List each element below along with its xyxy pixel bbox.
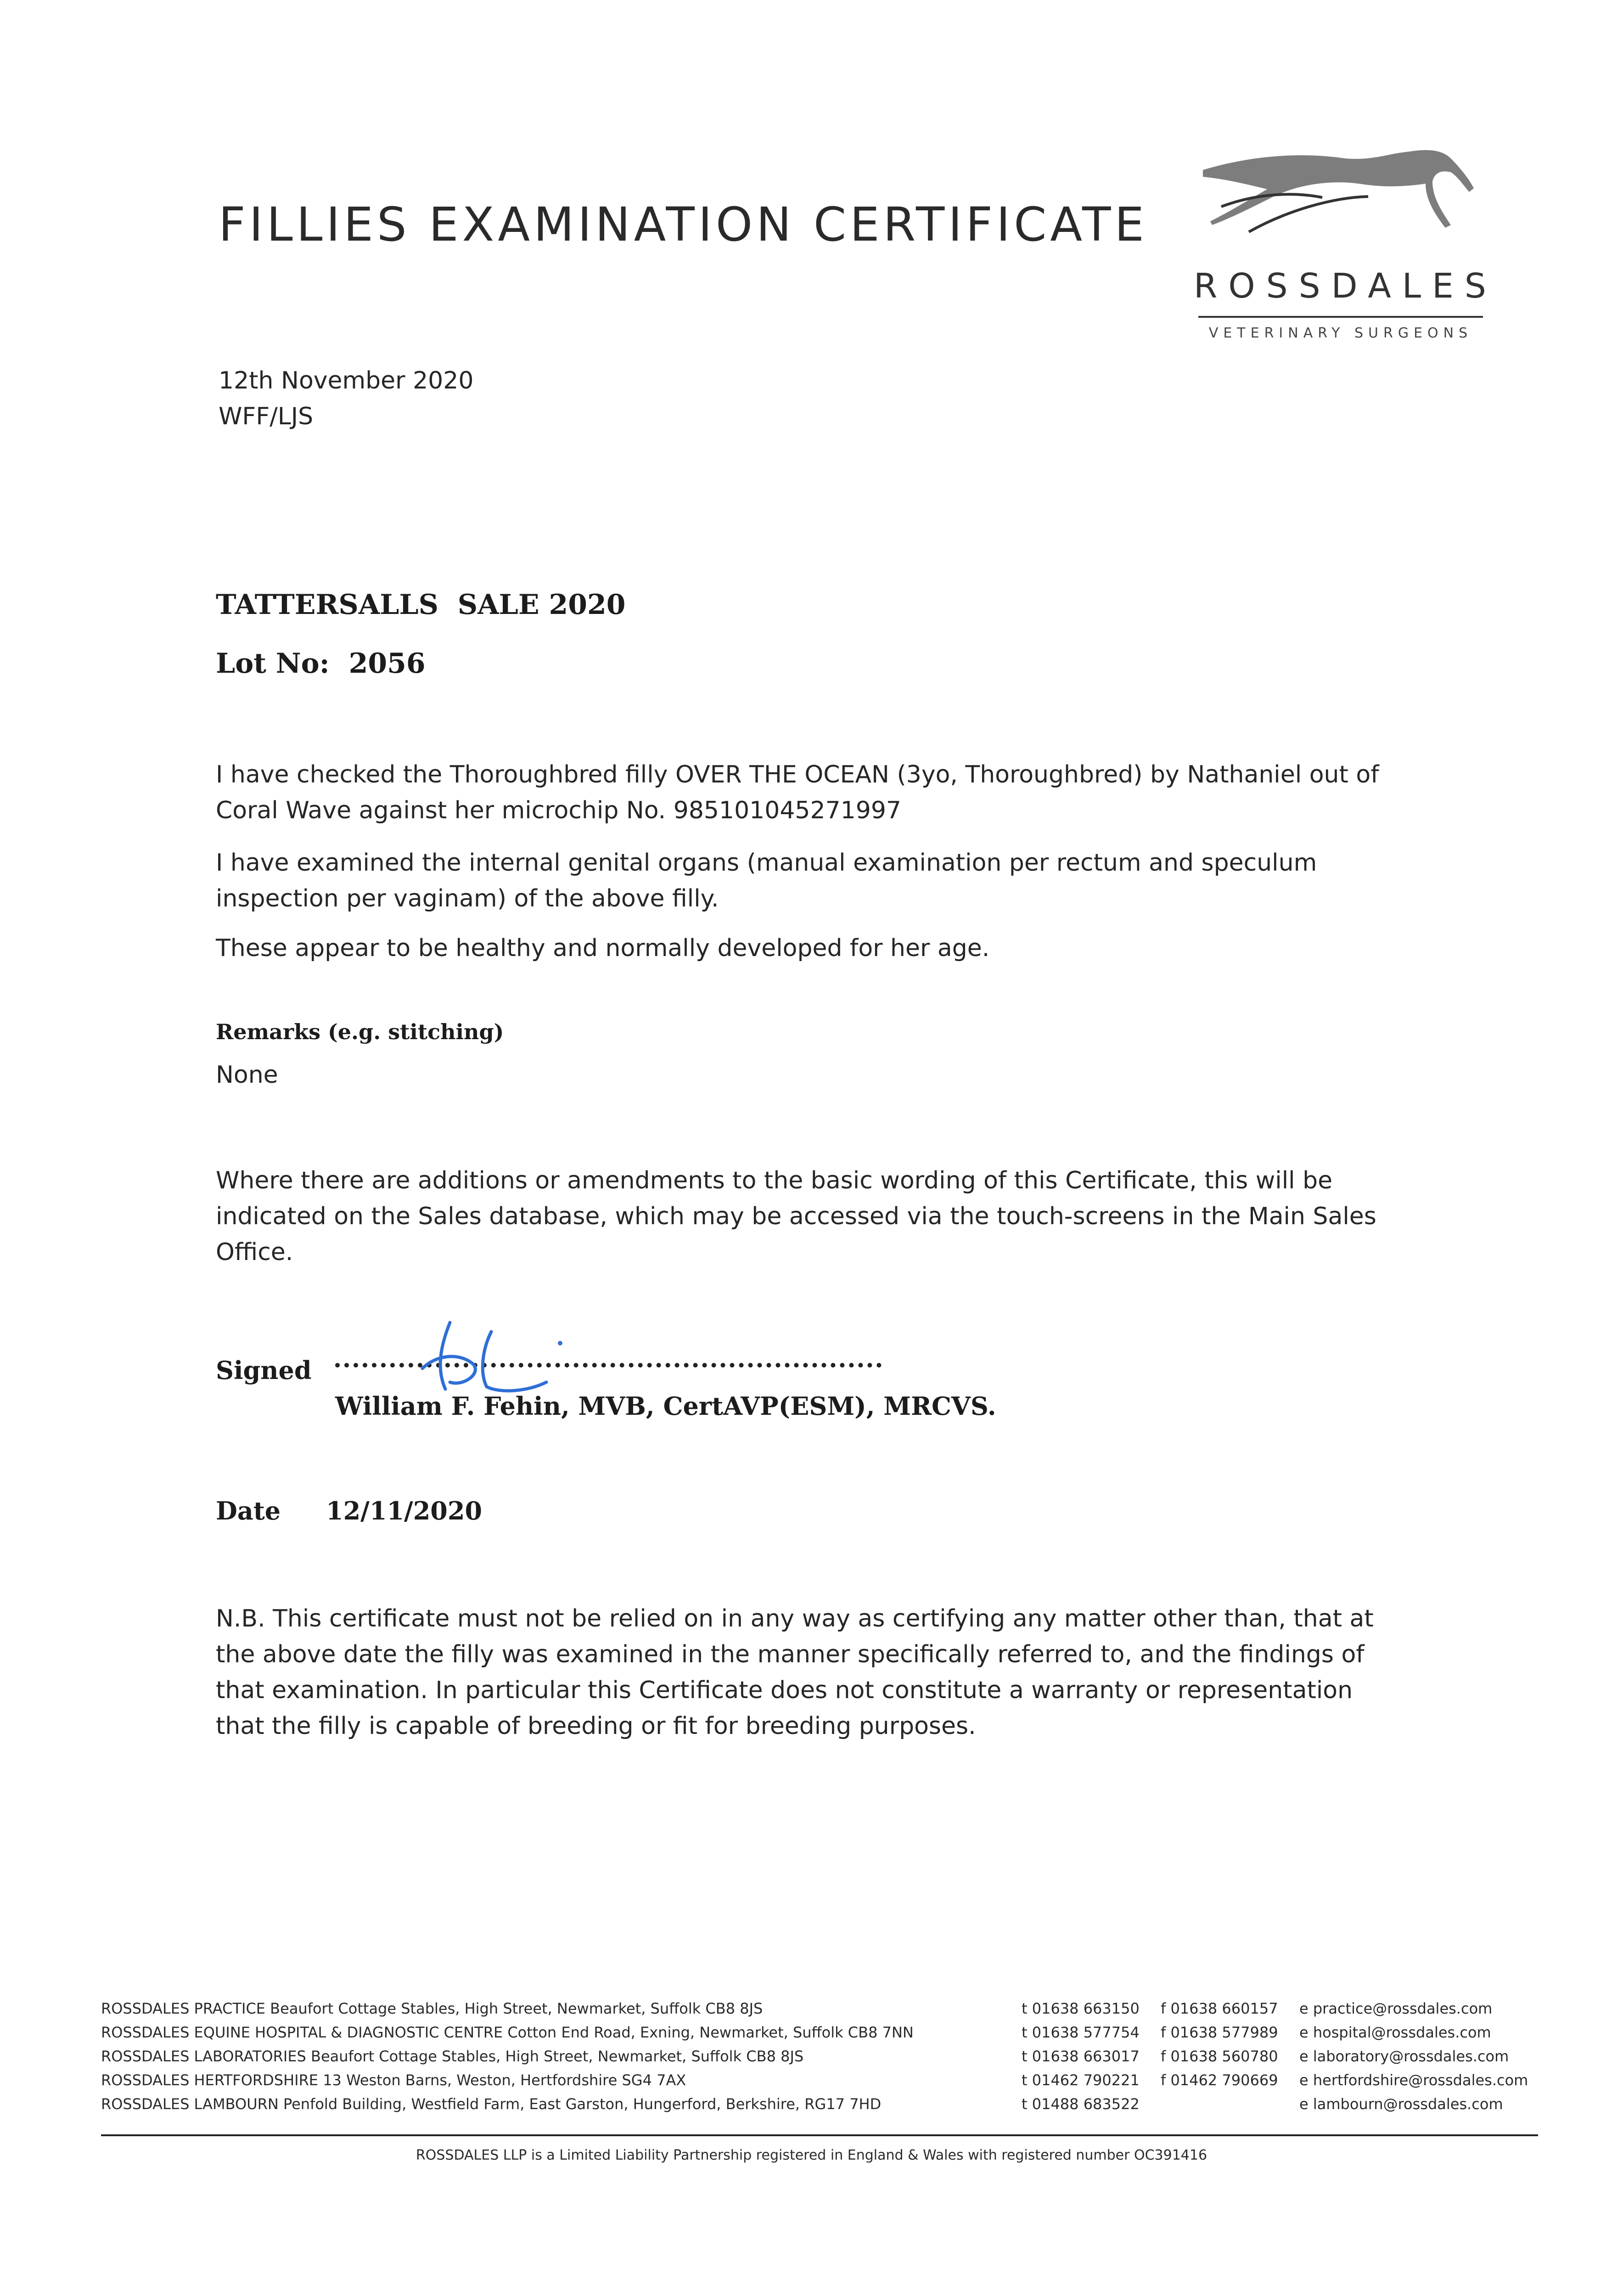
footer-offices <box>101 2000 1019 2119</box>
lot-number: 2056 <box>348 647 426 680</box>
certificate-title: FILLIES EXAMINATION CERTIFICATE <box>219 197 1148 252</box>
findings-paragraph: These appear to be healthy and normally developed for her age. <box>216 934 990 962</box>
footer-telephones: t 01638 663150 t 01638 577754 t 01638 663017 t 01462 790221 t 01488 683522 <box>1022 2000 1140 2113</box>
footer-office-row: ROSSDALES LAMBOURN Penfold Building, Westfield Farm, East Garston, Hungerford, Berkshire, RG17 7HD <box>101 2095 882 2113</box>
lot-label: Lot No: <box>216 647 330 680</box>
remarks-label: Remarks (e.g. stitching) <box>216 1019 504 1044</box>
brand-name: ROSSDALES <box>1194 266 1497 306</box>
footer-office-row: ROSSDALES HERTFORDSHIRE 13 Weston Barns, Weston, Hertfordshire SG4 7AX <box>101 2071 686 2089</box>
footer-office-row: ROSSDALES PRACTICE Beaufort Cottage Stables, High Street, Newmarket, Suffolk CB8 8JS <box>101 2000 763 2017</box>
sale-heading: TATTERSALLS SALE 2020 <box>216 589 626 621</box>
amendments-paragraph: Where there are additions or amendments to the basic wording of this Certificate, this will be indicated on the Sales database, which may be accessed via the touch-screens in the Main Sales Office. <box>216 1167 1376 1266</box>
examination-paragraph: I have examined the internal genital organs (manual examination per rectum and speculum inspection per vaginam) of the above filly. <box>216 849 1317 912</box>
footer-divider <box>101 2134 1538 2136</box>
brand-divider <box>1198 316 1483 318</box>
footer-office-row: ROSSDALES EQUINE HOSPITAL & DIAGNOSTIC CENTRE Cotton End Road, Exning, Newmarket, Suffolk CB8 7NN <box>101 2024 914 2041</box>
date-label: Date <box>216 1496 281 1525</box>
signatory-name: William F. Fehin, MVB, CertAVP(ESM), MRCVS. <box>335 1391 996 1421</box>
disclaimer-note: N.B. This certificate must not be relied on in any way as certifying any matter other than, that at the above date the filly was examined in the manner specifically referred to, and the findings of that examination. In particular this Certificate does not constitute a warranty or representation that the filly is capable of breeding or fit for breeding purposes. <box>216 1605 1374 1740</box>
signed-label: Signed <box>216 1356 312 1385</box>
legal-notice: ROSSDALES LLP is a Limited Liability Partnership registered in England & Wales with registered number OC391416 <box>416 2147 1207 2163</box>
date-value: 12/11/2020 <box>326 1496 483 1525</box>
brand-subtitle: VETERINARY SURGEONS <box>1208 325 1473 341</box>
lot-line <box>216 647 426 680</box>
footer-office-row: ROSSDALES LABORATORIES Beaufort Cottage Stables, High Street, Newmarket, Suffolk CB8 8JS <box>101 2048 804 2065</box>
remarks-value: None <box>216 1061 278 1089</box>
footer-faxes: f 01638 660157 f 01638 577989 f 01638 560780 f 01462 790669 <box>1161 2000 1278 2089</box>
reference-code: WFF/LJS <box>219 403 314 430</box>
footer-emails: e practice@rossdales.com e hospital@rossdales.com e laboratory@rossdales.com e hertfordshire@rossdales.com e lambourn@rossdales.com <box>1299 2000 1528 2113</box>
issue-date: 12th November 2020 <box>219 367 474 394</box>
microchip-paragraph: I have checked the Thoroughbred filly OVER THE OCEAN (3yo, Thoroughbred) by Nathaniel out of Coral Wave against her microchip No. 985101045271997 <box>216 761 1379 824</box>
